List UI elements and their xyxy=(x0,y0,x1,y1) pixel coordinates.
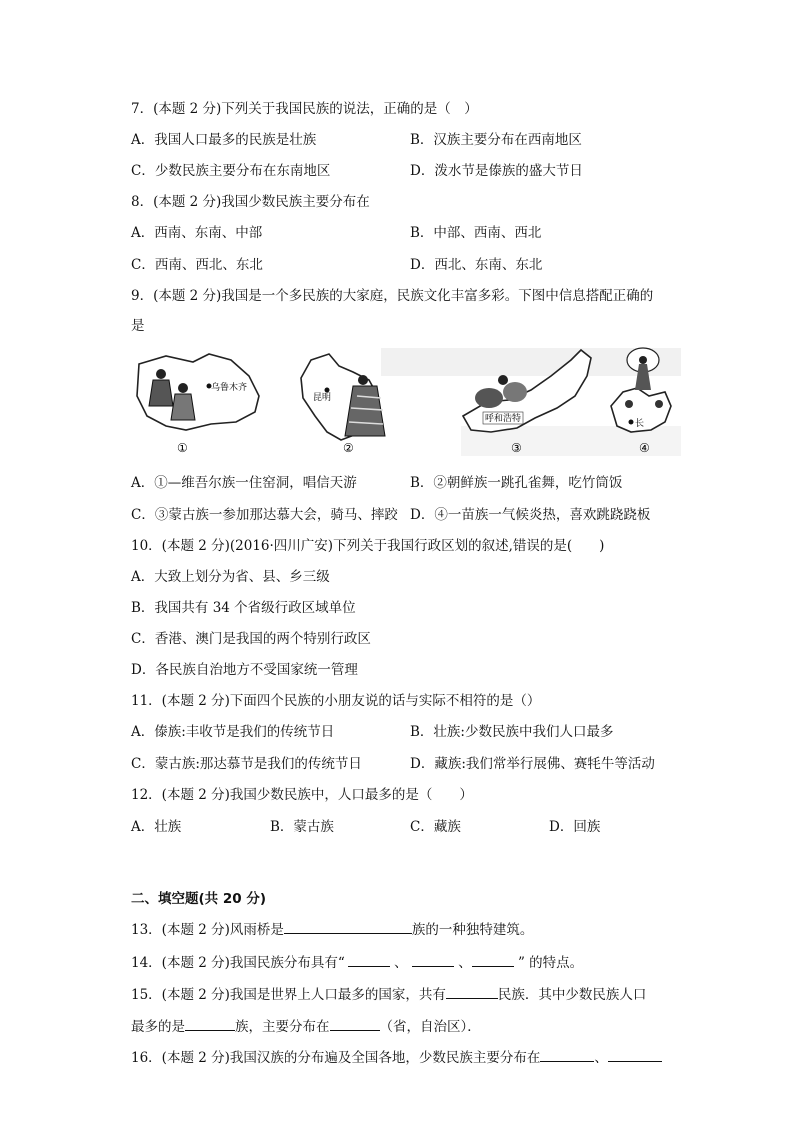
q14-separator-2: 、 xyxy=(458,955,472,971)
q11-option-a: A．傣族:丰收节是我们的传统节日 xyxy=(131,724,335,740)
q10-option-a: A．大致上划分为省、县、乡三级 xyxy=(131,569,330,585)
q16-blank-2[interactable] xyxy=(608,1047,662,1062)
q11-stem: 11．(本题 2 分)下面四个民族的小朋友说的话与实际不相符的是（） xyxy=(131,693,541,709)
q15-blank-1[interactable] xyxy=(446,984,498,999)
q14-text-before: 14．(本题 2 分)我国民族分布具有“ xyxy=(131,955,345,971)
q14 xyxy=(131,952,583,972)
q12-option-b: B．蒙古族 xyxy=(270,819,334,835)
q11-option-c: C．蒙古族:那达慕节是我们的传统节日 xyxy=(131,756,362,772)
q8-option-b: B．中部、西南、西北 xyxy=(410,225,542,241)
section-fill-in-title: 二、填空题(共 20 分) xyxy=(131,891,267,907)
q13-text-before: 13．(本题 2 分)风雨桥是 xyxy=(131,922,284,938)
q8-option-a: A．西南、东南、中部 xyxy=(131,225,263,241)
q16 xyxy=(131,1047,662,1067)
q10-stem: 10．(本题 2 分)(2016·四川广安)下列关于我国行政区划的叙述,错误的是( ) xyxy=(131,538,605,554)
map-yunnan xyxy=(301,354,385,455)
q15-text-4: 族，主要分布在 xyxy=(235,1019,330,1035)
q14-separator-1: 、 xyxy=(394,955,408,971)
q9-stem-continued: 是 xyxy=(131,318,145,334)
map-xinjiang xyxy=(137,354,259,455)
q15-text-5: （省，自治区）． xyxy=(379,1019,481,1035)
q10-option-b: B．我国共有 34 个省级行政区域单位 xyxy=(131,600,356,616)
q9-stem: 9．(本题 2 分)我国是一个多民族的大家庭，民族文化丰富多彩。下图中信息搭配正确的 xyxy=(131,288,654,304)
q11-option-b: B．壮族:少数民族中我们人口最多 xyxy=(410,724,614,740)
q15-text-1: 15．(本题 2 分)我国是世界上人口最多的国家，共有 xyxy=(131,987,446,1003)
q15-line-1 xyxy=(131,984,646,1004)
map4-number: ④ xyxy=(639,441,650,455)
q7-stem: 7．(本题 2 分)下列关于我国民族的说法，正确的是（ ） xyxy=(131,101,478,117)
map3-number: ③ xyxy=(511,441,522,455)
q12-option-c: C．藏族 xyxy=(410,819,461,835)
q15-blank-2[interactable] xyxy=(185,1016,235,1031)
map1-label: 乌鲁木齐 xyxy=(211,383,248,393)
q9-option-b: B．②朝鲜族一跳孔雀舞，吃竹筒饭 xyxy=(410,475,623,491)
q13-text-after: 族的一种独特建筑。 xyxy=(411,922,534,938)
q10-option-d: D．各民族自治地方不受国家统一管理 xyxy=(131,662,358,678)
map3-label: 呼和浩特 xyxy=(485,414,522,424)
q7-option-c: C．少数民族主要分布在东南地区 xyxy=(131,163,331,179)
map2-number: ② xyxy=(343,441,354,455)
q12-stem: 12．(本题 2 分)我国少数民族中，人口最多的是（ ） xyxy=(131,787,473,803)
q15-blank-3[interactable] xyxy=(330,1016,380,1031)
q9-maps-figure xyxy=(131,346,681,458)
q10-option-c: C．香港、澳门是我国的两个特别行政区 xyxy=(131,631,371,647)
q9-option-c: C．③蒙古族一参加那达慕大会，骑马、摔跤 xyxy=(131,507,398,523)
q12-option-a: A．壮族 xyxy=(131,819,182,835)
q9-option-a: A．①—维吾尔族一住窑洞，唱信天游 xyxy=(131,475,357,491)
q13 xyxy=(131,919,533,939)
q8-option-d: D．西北、东南、东北 xyxy=(410,257,543,273)
q15-line-2 xyxy=(131,1016,481,1036)
q14-blank-1[interactable] xyxy=(348,952,390,967)
q8-option-c: C．西南、西北、东北 xyxy=(131,257,263,273)
q14-blank-3[interactable] xyxy=(472,952,514,967)
map2-label: 昆明 xyxy=(313,393,332,403)
q11-option-d: D．藏族:我们常举行展佛、赛牦牛等活动 xyxy=(410,756,655,772)
q12-option-d: D．回族 xyxy=(549,819,601,835)
map1-number: ① xyxy=(177,441,188,455)
q16-blank-1[interactable] xyxy=(540,1047,594,1062)
q15-text-3: 最多的是 xyxy=(131,1019,185,1035)
map4-label: 长 xyxy=(635,419,645,429)
q7-option-a: A．我国人口最多的民族是壮族 xyxy=(131,132,317,148)
q13-blank[interactable] xyxy=(284,919,412,934)
q8-stem: 8．(本题 2 分)我国少数民族主要分布在 xyxy=(131,194,370,210)
q16-text: 16．(本题 2 分)我国汉族的分布遍及全国各地，少数民族主要分布在 xyxy=(131,1050,541,1066)
q14-blank-2[interactable] xyxy=(412,952,454,967)
q7-option-d: D．泼水节是傣族的盛大节日 xyxy=(410,163,583,179)
q9-option-d: D．④一苗族一气候炎热，喜欢跳跷跷板 xyxy=(410,507,651,523)
q16-separator: 、 xyxy=(594,1050,608,1066)
q14-text-after: ” 的特点。 xyxy=(517,955,584,971)
q7-option-b: B．汉族主要分布在西南地区 xyxy=(410,132,582,148)
q15-text-2: 民族．其中少数民族人口 xyxy=(497,987,647,1003)
